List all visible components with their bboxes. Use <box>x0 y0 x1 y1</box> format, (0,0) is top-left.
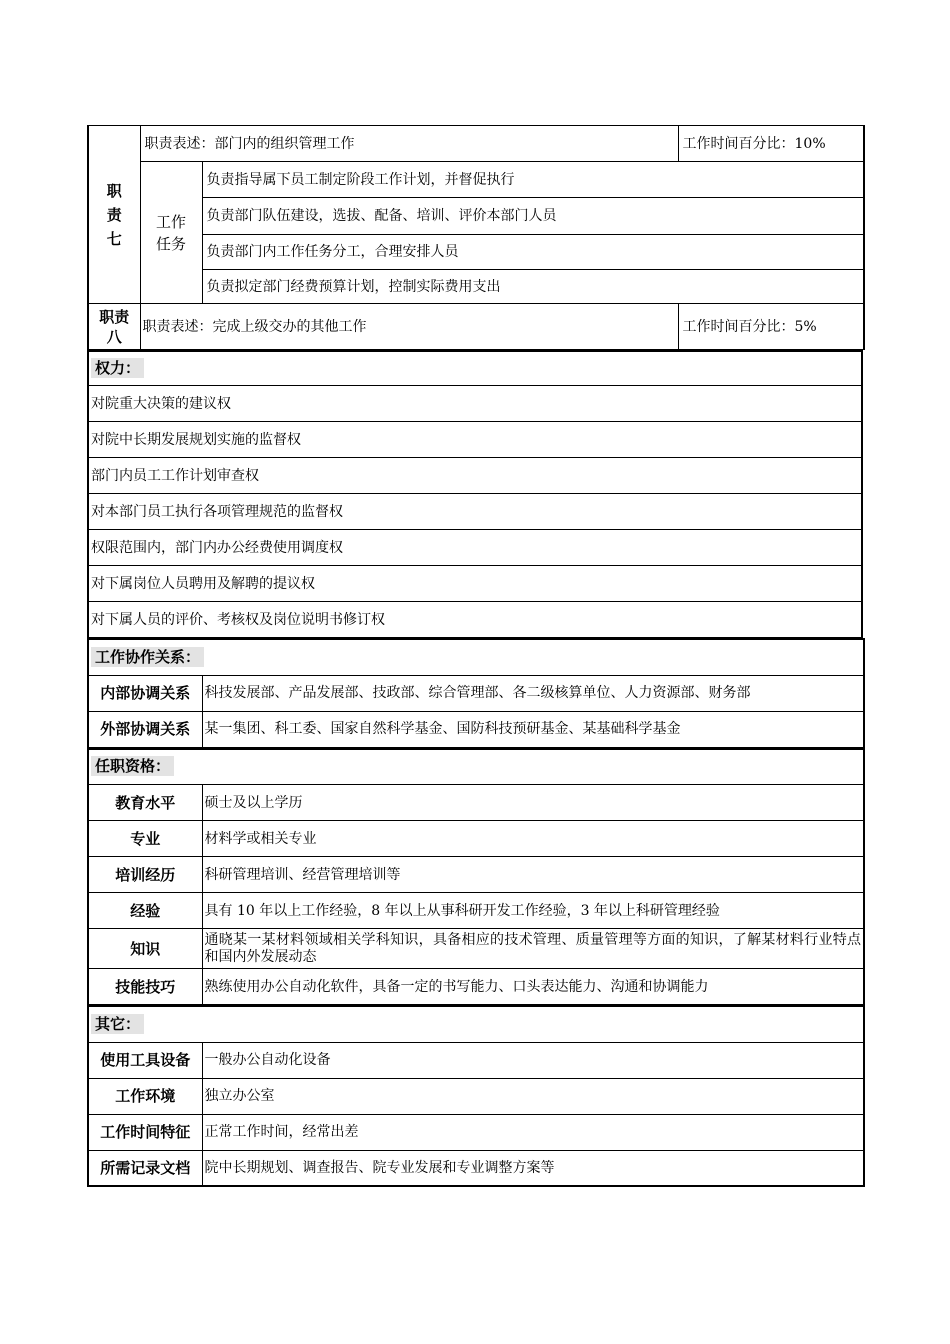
duty7-task-item: 负责部门队伍建设，选拔、配备、培训、评价本部门人员 <box>202 198 864 235</box>
relations-heading-cell <box>88 639 864 675</box>
duty8-label-line: 八 <box>106 327 122 346</box>
duty-table <box>87 125 865 350</box>
powers-heading: 权力： <box>91 358 144 378</box>
education-label: 教育水平 <box>88 785 202 821</box>
records-label: 所需记录文档 <box>88 1150 202 1186</box>
duty8-time-percent: 工作时间百分比：5% <box>678 304 864 350</box>
training-label: 培训经历 <box>88 857 202 893</box>
experience-value: 具有 10 年以上工作经验，8 年以上从事科研开发工作经验，3 年以上科研管理经验 <box>202 893 864 929</box>
duty8-label <box>88 304 140 350</box>
power-item: 部门内员工工作计划审查权 <box>88 458 862 494</box>
internal-relations-value: 科技发展部、产品发展部、技政部、综合管理部、各二级核算单位、人力资源部、财务部 <box>202 675 864 711</box>
education-value: 硕士及以上学历 <box>202 785 864 821</box>
work-time-value: 正常工作时间，经常出差 <box>202 1114 864 1150</box>
internal-relations-label: 内部协调关系 <box>88 675 202 711</box>
external-relations-value: 某一集团、科工委、国家自然科学基金、国防科技预研基金、某基础科学基金 <box>202 711 864 747</box>
power-item: 对院重大决策的建议权 <box>88 386 862 422</box>
duty7-tasks-label-line: 工作 <box>155 212 186 231</box>
powers-heading-cell <box>88 351 862 386</box>
duty7-label-char: 职 <box>106 181 122 200</box>
experience-label: 经验 <box>88 893 202 929</box>
relations-heading: 工作协作关系： <box>91 647 204 667</box>
duty7-task-item: 负责拟定部门经费预算计划，控制实际费用支出 <box>202 270 864 304</box>
others-heading: 其它： <box>91 1014 144 1034</box>
external-relations-label: 外部协调关系 <box>88 711 202 747</box>
powers-table <box>87 350 863 638</box>
duty7-description: 职责表述：部门内的组织管理工作 <box>140 126 678 162</box>
skills-label: 技能技巧 <box>88 969 202 1005</box>
tools-label: 使用工具设备 <box>88 1042 202 1078</box>
duty7-label <box>88 126 140 304</box>
qualifications-table <box>87 748 865 1006</box>
others-heading-cell <box>88 1006 864 1042</box>
duty7-tasks-label <box>140 162 202 304</box>
records-value: 院中长期规划、调查报告、院专业发展和专业调整方案等 <box>202 1150 864 1186</box>
relations-table <box>87 638 865 748</box>
duty7-tasks-label-line: 任务 <box>155 234 186 253</box>
duty7-label-char: 责 <box>106 205 122 224</box>
qualifications-heading: 任职资格： <box>91 756 174 776</box>
work-time-label: 工作时间特征 <box>88 1114 202 1150</box>
environment-value: 独立办公室 <box>202 1078 864 1114</box>
qualifications-heading-cell <box>88 749 864 785</box>
duty7-time-percent: 工作时间百分比：10% <box>678 126 864 162</box>
others-table <box>87 1005 865 1187</box>
power-item: 对下属岗位人员聘用及解聘的提议权 <box>88 566 862 602</box>
tools-value: 一般办公自动化设备 <box>202 1042 864 1078</box>
duty7-label-char: 七 <box>106 229 122 248</box>
power-item: 权限范围内，部门内办公经费使用调度权 <box>88 530 862 566</box>
duty8-label-line: 职责 <box>99 307 130 326</box>
environment-label: 工作环境 <box>88 1078 202 1114</box>
duty7-task-item: 负责指导属下员工制定阶段工作计划，并督促执行 <box>202 162 864 198</box>
duty7-task-item: 负责部门内工作任务分工，合理安排人员 <box>202 235 864 270</box>
knowledge-value: 通晓某一某材料领域相关学科知识，具备相应的技术管理、质量管理等方面的知识，了解某材料行业特点和国内外发展动态 <box>202 929 864 969</box>
knowledge-label: 知识 <box>88 929 202 969</box>
power-item: 对下属人员的评价、考核权及岗位说明书修订权 <box>88 602 862 638</box>
power-item: 对本部门员工执行各项管理规范的监督权 <box>88 494 862 530</box>
major-label: 专业 <box>88 821 202 857</box>
training-value: 科研管理培训、经营管理培训等 <box>202 857 864 893</box>
major-value: 材料学或相关专业 <box>202 821 864 857</box>
duty8-description: 职责表述：完成上级交办的其他工作 <box>140 304 678 350</box>
power-item: 对院中长期发展规划实施的监督权 <box>88 422 862 458</box>
skills-value: 熟练使用办公自动化软件，具备一定的书写能力、口头表达能力、沟通和协调能力 <box>202 969 864 1005</box>
job-description-document <box>87 125 863 1187</box>
